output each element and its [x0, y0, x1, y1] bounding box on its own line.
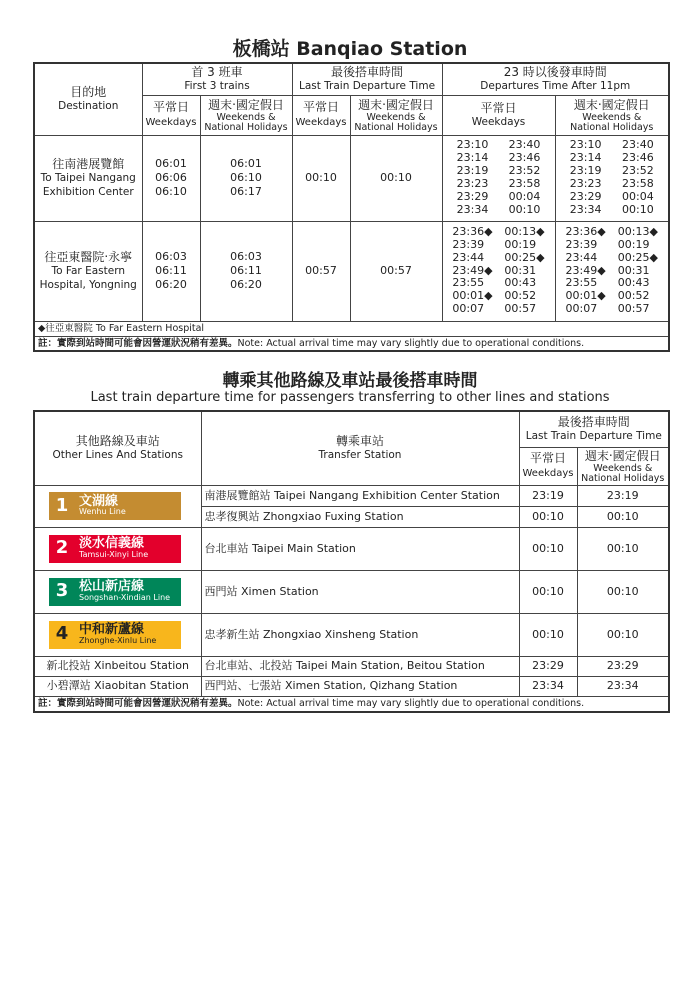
last-holidays: 00:10 — [350, 135, 442, 221]
line-zh: 文湖線 — [79, 493, 119, 509]
dest-zh: 往亞東醫院‧永寧 — [44, 250, 133, 265]
note-prefix: 註：實際到站時間可能會因營運狀況稍有差異。 — [38, 697, 238, 709]
times-col: 00:13◆ 00:19 00:25◆ 00:31 00:43 00:52 00:57 — [504, 224, 545, 316]
line-name — [75, 621, 181, 649]
line-number: 2 — [49, 535, 75, 563]
weekdays-zh: 平常日 — [152, 100, 189, 115]
after-weekdays — [442, 221, 555, 321]
note-row — [34, 696, 669, 712]
destination-zh: 目的地 — [70, 85, 107, 100]
header-lines — [34, 411, 201, 485]
last-holidays: 00:57 — [350, 221, 442, 321]
transfer-station: 西門站 Ximen Station — [201, 570, 519, 613]
subheader-weekdays — [292, 95, 350, 135]
station-zh: 轉乘車站 — [335, 434, 384, 449]
dest-en1: To Taipei Nangang — [40, 172, 136, 185]
lines-zh: 其他路線及車站 — [75, 434, 160, 449]
header-after11 — [442, 63, 669, 95]
times-col: 23:40 23:46 23:52 23:58 00:04 00:10 — [622, 138, 654, 216]
holidays-zh: 週末‧國定假日 — [573, 97, 650, 112]
after-holidays — [555, 221, 669, 321]
transfer-weekdays: 00:10 — [519, 570, 577, 613]
extra-line: 小碧潭站 Xiaobitan Station — [34, 676, 201, 696]
transfer-holidays: 00:10 — [577, 527, 669, 570]
dest-en2: Exhibition Center — [42, 185, 134, 198]
last-en: Last Train Departure Time — [298, 80, 436, 93]
last-en: Last Train Departure Time — [525, 430, 662, 443]
transfer-weekdays: 23:34 — [519, 676, 577, 696]
line-number: 1 — [49, 492, 75, 520]
line-name — [75, 535, 181, 563]
weekdays-en: Weekdays — [471, 115, 526, 128]
line-cell-songshan-xindian — [34, 570, 201, 613]
weekdays-en: Weekdays — [522, 468, 574, 480]
holidays-zh: 週末‧國定假日 — [358, 97, 434, 112]
first-holidays: 06:01 06:10 06:17 — [200, 135, 292, 221]
subheader-holidays — [577, 447, 669, 485]
after11-en: Departures Time After 11pm — [480, 80, 631, 93]
destination-en: Destination — [58, 100, 119, 113]
weekdays-en: Weekdays — [145, 117, 197, 129]
transfer-holidays: 00:10 — [577, 570, 669, 613]
subheader-weekdays — [519, 447, 577, 485]
header-station — [201, 411, 519, 485]
weekdays-en: Weekdays — [295, 117, 347, 129]
note-text: Note: Actual arrival time may vary slightly due to operational conditions. — [237, 337, 585, 349]
legend-note: ◆往亞東醫院 To Far Eastern Hospital — [34, 321, 669, 336]
weekdays-zh: 平常日 — [302, 100, 339, 115]
line-badge-wenhu — [49, 492, 181, 520]
times-col: 23:10 23:14 23:19 23:23 23:29 23:34 — [569, 138, 602, 216]
holidays-en2: National Holidays — [204, 121, 288, 133]
line-en: Tamsui-Xinyi Line — [79, 549, 149, 559]
first3-zh: 首 3 班車 — [191, 65, 243, 80]
destination-cell — [34, 135, 142, 221]
header-first3 — [142, 63, 292, 95]
subheader-holidays — [200, 95, 292, 135]
note-text: Note: Actual arrival time may vary slightly due to operational conditions. — [237, 697, 585, 709]
line-name — [75, 578, 181, 606]
line-cell-wenhu — [34, 485, 201, 527]
dest-zh: 往南港展覽館 — [52, 157, 125, 172]
transfer-holidays: 23:19 — [577, 485, 669, 506]
holidays-en1: Weekends & — [366, 111, 426, 123]
transfer-table — [33, 410, 670, 713]
line-number: 3 — [49, 578, 75, 606]
banqiao-timetable — [33, 62, 670, 352]
transfer-holidays: 00:10 — [577, 506, 669, 527]
transfer-title: 轉乘其他路線及車站最後搭車時間 — [222, 371, 478, 391]
holidays-en1: Weekends & — [593, 462, 653, 474]
line-cell-tamsui-xinyi — [34, 527, 201, 570]
transfer-station: 台北車站、北投站 Taipei Main Station, Beitou Station — [201, 656, 519, 676]
line-cell-zhonghe-xinlu — [34, 613, 201, 656]
holidays-en2: National Holidays — [581, 472, 665, 484]
header-destination — [34, 63, 142, 135]
weekdays-zh: 平常日 — [529, 451, 566, 466]
line-badge-tamsui-xinyi — [49, 535, 181, 563]
last-zh: 最後搭車時間 — [330, 65, 403, 80]
last-zh: 最後搭車時間 — [557, 415, 630, 430]
after-holidays — [555, 135, 669, 221]
line-name — [75, 492, 181, 520]
dest-en1: To Far Eastern — [51, 265, 125, 278]
times-col: 23:40 23:46 23:52 23:58 00:04 00:10 — [508, 138, 541, 216]
transfer-weekdays: 00:10 — [519, 613, 577, 656]
holidays-zh: 週末‧國定假日 — [584, 448, 661, 463]
weekdays-zh: 平常日 — [480, 100, 517, 115]
lines-en: Other Lines And Stations — [52, 449, 183, 462]
table-row — [34, 613, 669, 656]
header-last — [519, 411, 669, 447]
note-row — [34, 336, 669, 351]
holidays-zh: 週末‧國定假日 — [208, 97, 284, 112]
extra-line: 新北投站 Xinbeitou Station — [34, 656, 201, 676]
line-number: 4 — [49, 621, 75, 649]
table-row — [34, 221, 669, 321]
transfer-station: 西門站、七張站 Ximen Station, Qizhang Station — [201, 676, 519, 696]
line-zh: 松山新店線 — [79, 579, 145, 595]
table-row — [34, 676, 669, 696]
line-en: Wenhu Line — [79, 507, 126, 517]
transfer-weekdays: 00:10 — [519, 506, 577, 527]
subheader-holidays — [555, 95, 669, 135]
subheader-weekdays — [142, 95, 200, 135]
line-badge-zhonghe-xinlu — [49, 621, 181, 649]
line-zh: 淡水信義線 — [79, 536, 145, 552]
transfer-station: 台北車站 Taipei Main Station — [201, 527, 519, 570]
times-col: 00:13◆ 00:19 00:25◆ 00:31 00:43 00:52 00:57 — [617, 224, 658, 316]
transfer-subtitle: Last train departure time for passengers transferring to other lines and stations — [90, 390, 610, 405]
first3-en: First 3 trains — [184, 80, 250, 93]
table-row — [34, 527, 669, 570]
first-holidays: 06:03 06:11 06:20 — [200, 221, 292, 321]
last-weekdays: 00:57 — [292, 221, 350, 321]
last-weekdays: 00:10 — [292, 135, 350, 221]
transfer-holidays: 00:10 — [577, 613, 669, 656]
note-prefix: 註：實際到站時間可能會因營運狀況稍有差異。 — [38, 337, 238, 349]
holidays-en1: Weekends & — [216, 111, 276, 123]
transfer-weekdays: 00:10 — [519, 527, 577, 570]
after-weekdays — [442, 135, 555, 221]
times-col: 23:36◆ 23:39 23:44 23:49◆ 23:55 00:01◆ 00:07 — [565, 224, 606, 316]
page-title: 板橋站 Banqiao Station — [232, 38, 468, 60]
transfer-holidays: 23:34 — [577, 676, 669, 696]
header-last — [292, 63, 442, 95]
subheader-holidays — [350, 95, 442, 135]
subheader-weekdays — [442, 95, 555, 135]
transfer-weekdays: 23:19 — [519, 485, 577, 506]
after11-zh: 23 時以後發車時間 — [503, 65, 607, 80]
line-en: Songshan-Xindian Line — [79, 592, 171, 602]
table-row — [34, 570, 669, 613]
transfer-station: 南港展覽館站 Taipei Nangang Exhibition Center Station — [201, 485, 519, 506]
line-en: Zhonghe-Xinlu Line — [79, 635, 157, 645]
transfer-holidays: 23:29 — [577, 656, 669, 676]
holidays-en2: National Holidays — [354, 121, 438, 133]
holidays-en1: Weekends & — [582, 111, 642, 123]
table-row — [34, 135, 669, 221]
times-col: 23:10 23:14 23:19 23:23 23:29 23:34 — [456, 138, 489, 216]
times-col: 23:36◆ 23:39 23:44 23:49◆ 23:55 00:01◆ 00:07 — [452, 224, 493, 316]
line-zh: 中和新蘆線 — [79, 622, 145, 638]
destination-cell — [34, 221, 142, 321]
table-row — [34, 656, 669, 676]
first-weekdays: 06:03 06:11 06:20 — [142, 221, 200, 321]
dest-en2: Hospital, Yongning — [39, 278, 137, 291]
table-row — [34, 485, 669, 506]
holidays-en2: National Holidays — [570, 121, 654, 133]
transfer-station: 忠孝復興站 Zhongxiao Fuxing Station — [201, 506, 519, 527]
line-badge-songshan-xindian — [49, 578, 181, 606]
first-weekdays: 06:01 06:06 06:10 — [142, 135, 200, 221]
transfer-weekdays: 23:29 — [519, 656, 577, 676]
station-en: Transfer Station — [318, 449, 402, 462]
transfer-station: 忠孝新生站 Zhongxiao Xinsheng Station — [201, 613, 519, 656]
